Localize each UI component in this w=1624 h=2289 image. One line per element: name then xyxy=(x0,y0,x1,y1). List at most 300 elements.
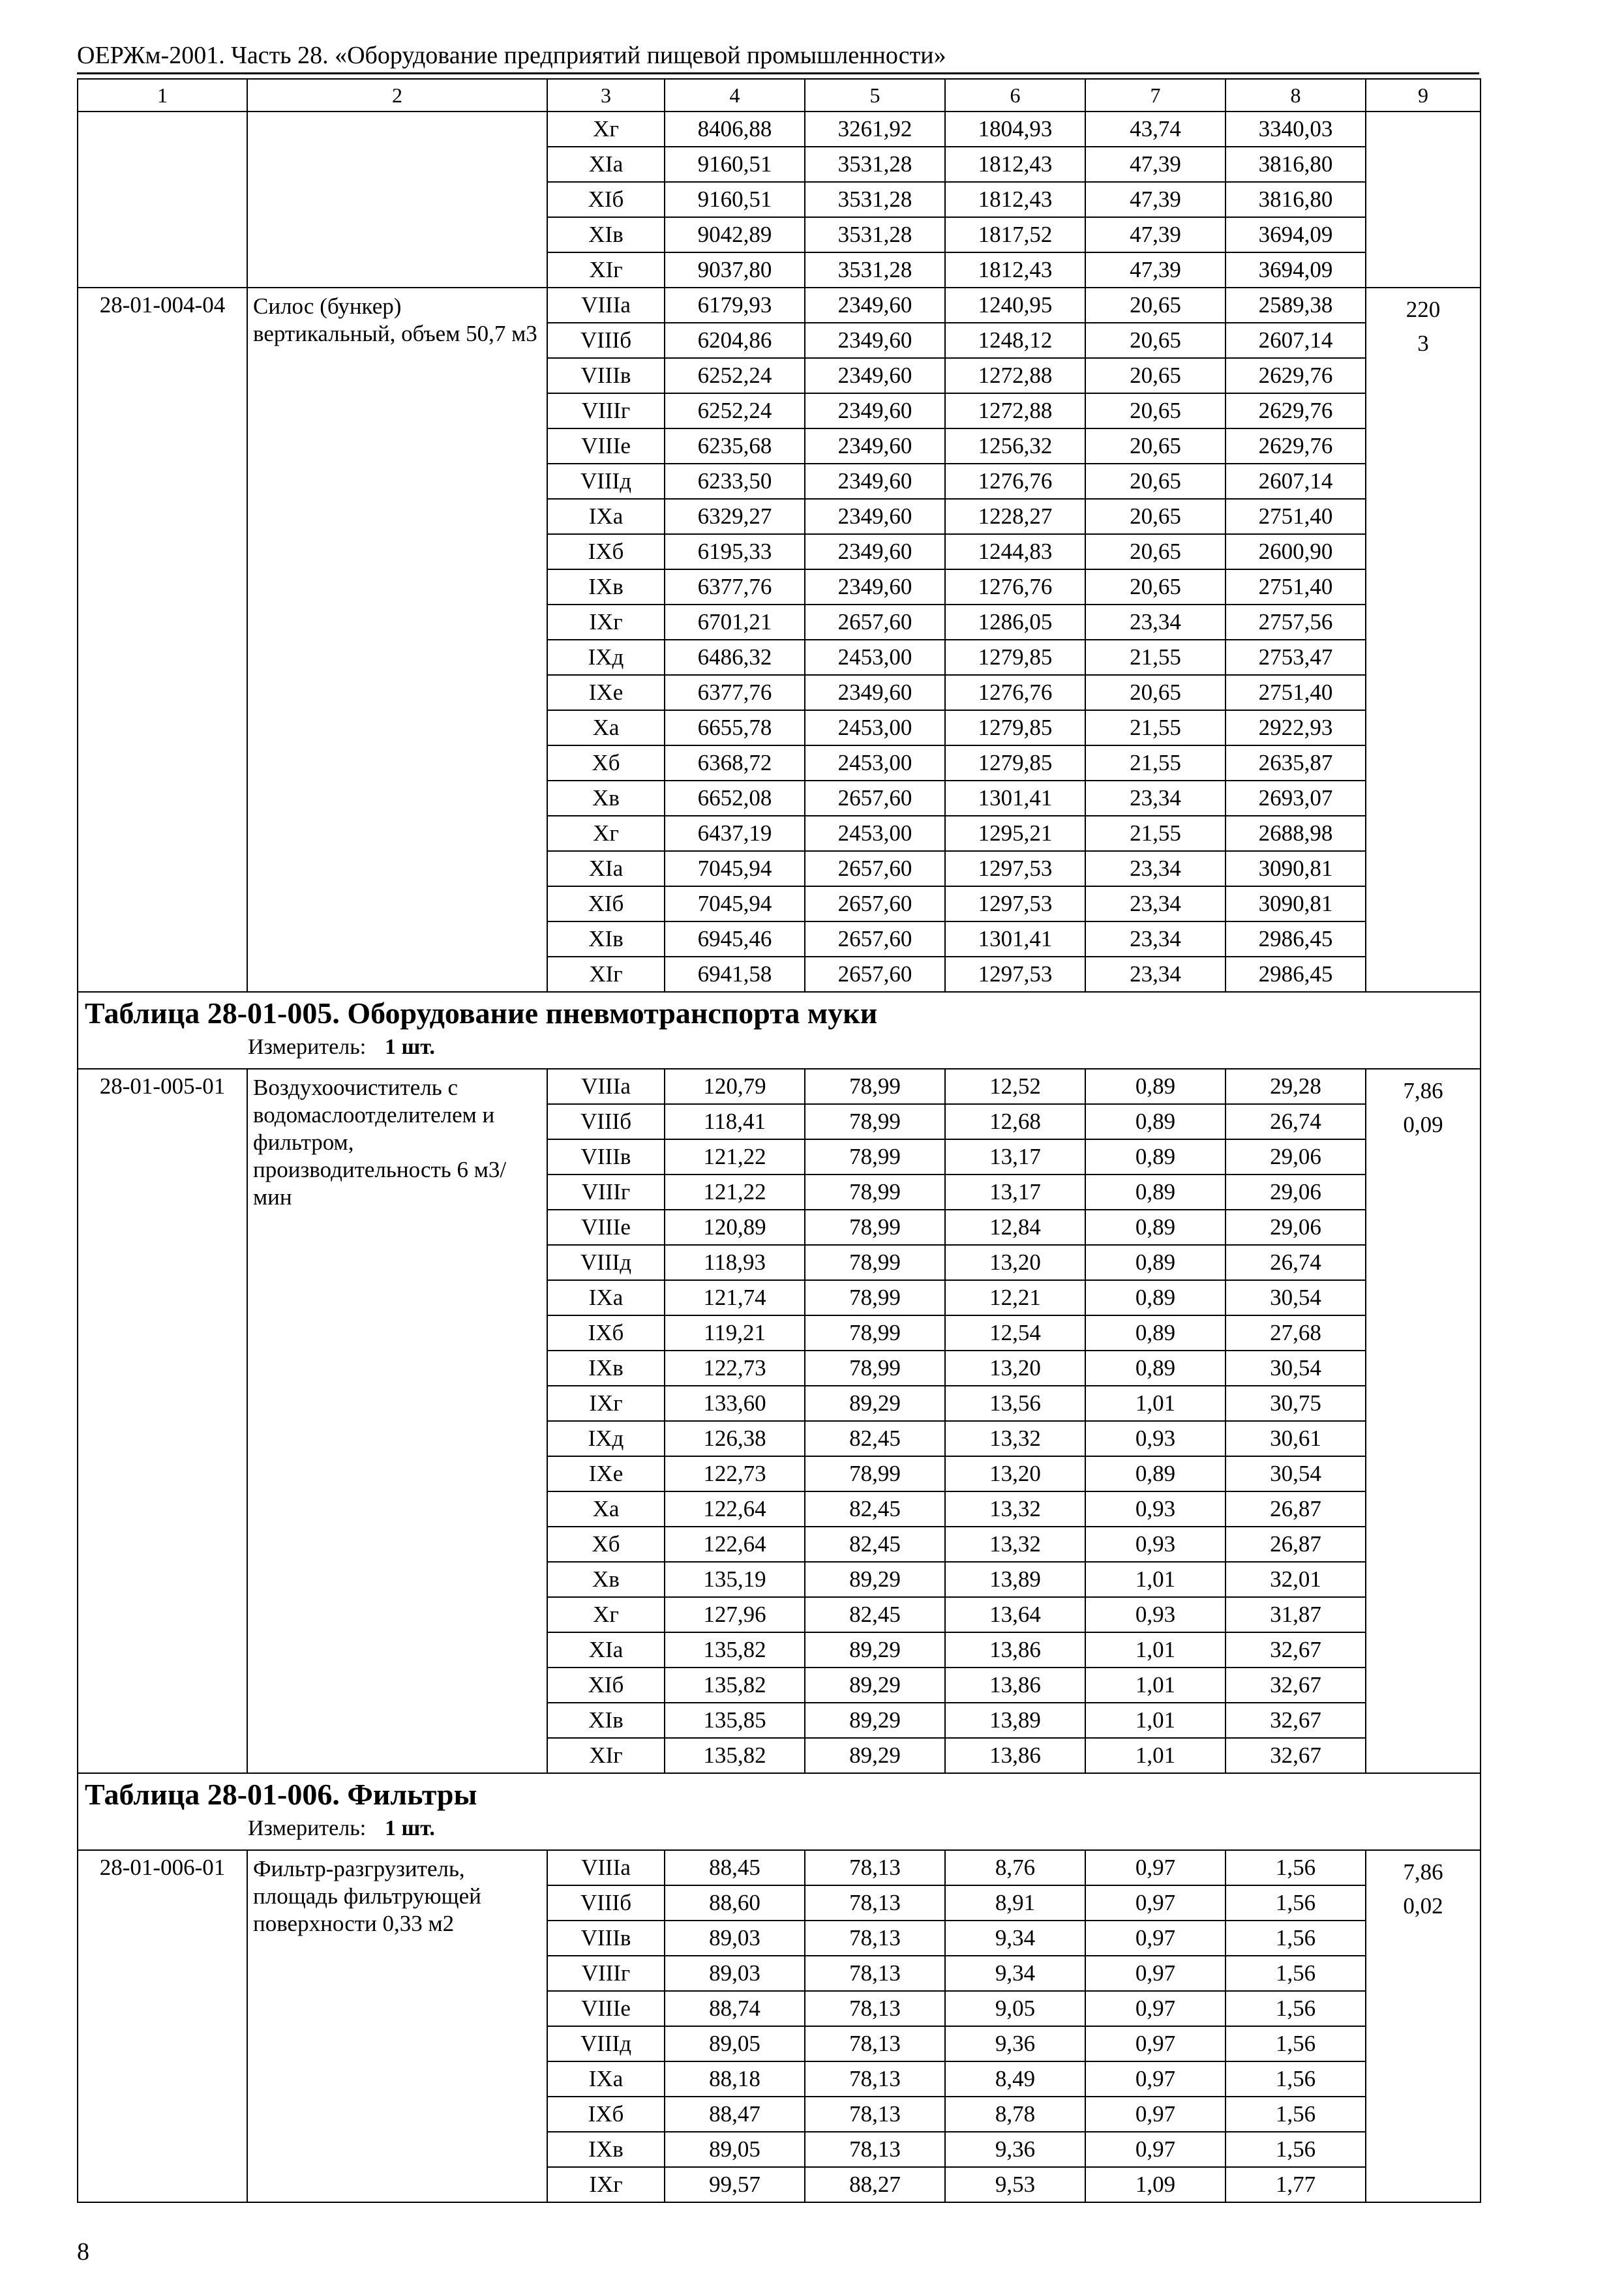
machine-cost: 1279,85 xyxy=(945,640,1085,675)
wages: 2657,60 xyxy=(805,957,945,992)
item-description: Силос (бункер) вертикальный, объем 50,7 м3 xyxy=(247,288,547,992)
machine-cost: 1272,88 xyxy=(945,393,1085,428)
total-cost: 120,89 xyxy=(665,1210,805,1245)
driver-wages: 47,39 xyxy=(1085,217,1226,252)
total-cost: 6437,19 xyxy=(665,816,805,851)
zone-code: VIIIв xyxy=(547,358,665,393)
total-cost: 6945,46 xyxy=(665,921,805,957)
table-row xyxy=(78,1069,1481,1104)
driver-wages: 23,34 xyxy=(1085,886,1226,921)
zone-code: IXа xyxy=(547,1280,665,1315)
total-cost: 6941,58 xyxy=(665,957,805,992)
materials-cost: 2922,93 xyxy=(1226,710,1366,745)
wages: 82,45 xyxy=(805,1491,945,1527)
machine-cost: 13,20 xyxy=(945,1245,1085,1280)
machine-cost: 13,64 xyxy=(945,1597,1085,1632)
driver-wages: 0,93 xyxy=(1085,1597,1226,1632)
machine-cost: 13,20 xyxy=(945,1351,1085,1386)
wages: 78,99 xyxy=(805,1210,945,1245)
zone-code: IXе xyxy=(547,675,665,710)
driver-wages: 1,01 xyxy=(1085,1703,1226,1738)
materials-cost: 2688,98 xyxy=(1226,816,1366,851)
item-description: Фильтр-разгрузитель, площадь фильтрующей поверхности 0,33 м2 xyxy=(247,1850,547,2202)
machine-cost: 13,32 xyxy=(945,1527,1085,1562)
zone-code: VIIIа xyxy=(547,288,665,323)
wages: 89,29 xyxy=(805,1703,945,1738)
materials-cost: 32,01 xyxy=(1226,1562,1366,1597)
labor-workers: 7,86 xyxy=(1403,1078,1443,1103)
labor-norms xyxy=(1366,112,1481,288)
driver-wages: 0,89 xyxy=(1085,1280,1226,1315)
zone-code: XIв xyxy=(547,217,665,252)
total-cost: 135,82 xyxy=(665,1738,805,1773)
section-title-row xyxy=(78,1773,1481,1850)
materials-cost: 2751,40 xyxy=(1226,569,1366,605)
wages: 2453,00 xyxy=(805,816,945,851)
wages: 78,99 xyxy=(805,1139,945,1174)
zone-code: Xг xyxy=(547,1597,665,1632)
wages: 2453,00 xyxy=(805,710,945,745)
materials-cost: 30,61 xyxy=(1226,1421,1366,1456)
materials-cost: 2635,87 xyxy=(1226,745,1366,781)
unit-value: 1 шт. xyxy=(385,1816,435,1840)
machine-cost: 13,32 xyxy=(945,1491,1085,1527)
driver-wages: 0,97 xyxy=(1085,1921,1226,1956)
materials-cost: 26,87 xyxy=(1226,1491,1366,1527)
total-cost: 88,74 xyxy=(665,1991,805,2026)
driver-wages: 21,55 xyxy=(1085,745,1226,781)
wages: 89,29 xyxy=(805,1632,945,1668)
driver-wages: 47,39 xyxy=(1085,182,1226,217)
wages: 89,29 xyxy=(805,1668,945,1703)
zone-code: VIIIг xyxy=(547,1174,665,1210)
machine-cost: 1244,83 xyxy=(945,534,1085,569)
zone-code: IXв xyxy=(547,1351,665,1386)
total-cost: 88,45 xyxy=(665,1850,805,1885)
machine-cost: 1276,76 xyxy=(945,675,1085,710)
wages: 78,13 xyxy=(805,1956,945,1991)
wages: 78,99 xyxy=(805,1245,945,1280)
wages: 89,29 xyxy=(805,1738,945,1773)
wages: 2349,60 xyxy=(805,534,945,569)
running-header: ОЕРЖм-2001. Часть 28. «Оборудование предприятий пищевой промышленности» xyxy=(77,42,946,69)
driver-wages: 0,97 xyxy=(1085,1956,1226,1991)
driver-wages: 1,01 xyxy=(1085,1386,1226,1421)
machine-cost: 13,89 xyxy=(945,1703,1085,1738)
wages: 3531,28 xyxy=(805,147,945,182)
wages: 78,13 xyxy=(805,1850,945,1885)
total-cost: 6195,33 xyxy=(665,534,805,569)
column-number: 1 xyxy=(78,79,247,112)
total-cost: 88,60 xyxy=(665,1885,805,1921)
machine-cost: 13,86 xyxy=(945,1632,1085,1668)
driver-wages: 20,65 xyxy=(1085,393,1226,428)
wages: 78,99 xyxy=(805,1174,945,1210)
total-cost: 9160,51 xyxy=(665,147,805,182)
wages: 2657,60 xyxy=(805,886,945,921)
machine-cost: 1804,93 xyxy=(945,112,1085,147)
materials-cost: 2629,76 xyxy=(1226,393,1366,428)
labor-drivers: 0,09 xyxy=(1403,1112,1443,1137)
materials-cost: 3694,09 xyxy=(1226,252,1366,288)
wages: 78,13 xyxy=(805,2061,945,2097)
materials-cost: 26,74 xyxy=(1226,1104,1366,1139)
total-cost: 135,82 xyxy=(665,1632,805,1668)
wages: 2349,60 xyxy=(805,675,945,710)
machine-cost: 13,32 xyxy=(945,1421,1085,1456)
item-code xyxy=(78,112,247,288)
labor-norms xyxy=(1366,1069,1481,1773)
machine-cost: 12,68 xyxy=(945,1104,1085,1139)
machine-cost: 1276,76 xyxy=(945,569,1085,605)
driver-wages: 0,89 xyxy=(1085,1104,1226,1139)
machine-cost: 12,84 xyxy=(945,1210,1085,1245)
wages: 89,29 xyxy=(805,1562,945,1597)
materials-cost: 2607,14 xyxy=(1226,464,1366,499)
zone-code: XIв xyxy=(547,1703,665,1738)
zone-code: XIа xyxy=(547,147,665,182)
driver-wages: 23,34 xyxy=(1085,851,1226,886)
materials-cost: 3694,09 xyxy=(1226,217,1366,252)
column-number: 3 xyxy=(547,79,665,112)
wages: 2453,00 xyxy=(805,745,945,781)
wages: 78,99 xyxy=(805,1069,945,1104)
item-description: Воздухоочиститель с водомаслоотделителем и фильтром, производительность 6 м3/мин xyxy=(247,1069,547,1773)
materials-cost: 2693,07 xyxy=(1226,781,1366,816)
zone-code: XIг xyxy=(547,252,665,288)
zone-code: IXг xyxy=(547,2167,665,2202)
total-cost: 135,19 xyxy=(665,1562,805,1597)
zone-code: XIг xyxy=(547,1738,665,1773)
machine-cost: 12,54 xyxy=(945,1315,1085,1351)
labor-drivers: 3 xyxy=(1417,331,1429,356)
zone-code: VIIIе xyxy=(547,1991,665,2026)
machine-cost: 1301,41 xyxy=(945,921,1085,957)
machine-cost: 8,49 xyxy=(945,2061,1085,2097)
machine-cost: 8,78 xyxy=(945,2097,1085,2132)
materials-cost: 1,77 xyxy=(1226,2167,1366,2202)
machine-cost: 1812,43 xyxy=(945,147,1085,182)
materials-cost: 32,67 xyxy=(1226,1632,1366,1668)
driver-wages: 23,34 xyxy=(1085,781,1226,816)
driver-wages: 0,93 xyxy=(1085,1527,1226,1562)
wages: 78,13 xyxy=(805,2097,945,2132)
total-cost: 6486,32 xyxy=(665,640,805,675)
table-title: Таблица 28-01-005. Оборудование пневмотранспорта муки xyxy=(85,996,878,1030)
materials-cost: 1,56 xyxy=(1226,2061,1366,2097)
materials-cost: 32,67 xyxy=(1226,1738,1366,1773)
driver-wages: 20,65 xyxy=(1085,288,1226,323)
driver-wages: 0,93 xyxy=(1085,1421,1226,1456)
zone-code: IXа xyxy=(547,2061,665,2097)
wages: 3261,92 xyxy=(805,112,945,147)
zone-code: IXд xyxy=(547,1421,665,1456)
zone-code: VIIIе xyxy=(547,1210,665,1245)
machine-cost: 1272,88 xyxy=(945,358,1085,393)
machine-cost: 1286,05 xyxy=(945,605,1085,640)
materials-cost: 1,56 xyxy=(1226,1885,1366,1921)
wages: 2349,60 xyxy=(805,288,945,323)
total-cost: 89,03 xyxy=(665,1956,805,1991)
wages: 2453,00 xyxy=(805,640,945,675)
driver-wages: 20,65 xyxy=(1085,675,1226,710)
column-number: 4 xyxy=(665,79,805,112)
zone-code: XIв xyxy=(547,921,665,957)
total-cost: 126,38 xyxy=(665,1421,805,1456)
machine-cost: 1301,41 xyxy=(945,781,1085,816)
driver-wages: 0,97 xyxy=(1085,1885,1226,1921)
total-cost: 6233,50 xyxy=(665,464,805,499)
header-rule xyxy=(77,72,1479,74)
materials-cost: 29,28 xyxy=(1226,1069,1366,1104)
total-cost: 133,60 xyxy=(665,1386,805,1421)
machine-cost: 12,21 xyxy=(945,1280,1085,1315)
zone-code: IXа xyxy=(547,499,665,534)
wages: 78,13 xyxy=(805,1921,945,1956)
section-title-cell xyxy=(78,1773,1481,1850)
page-number: 8 xyxy=(77,2238,89,2266)
zone-code: Xг xyxy=(547,112,665,147)
materials-cost: 1,56 xyxy=(1226,1921,1366,1956)
labor-norms xyxy=(1366,1850,1481,2202)
zone-code: IXг xyxy=(547,1386,665,1421)
machine-cost: 8,76 xyxy=(945,1850,1085,1885)
machine-cost: 9,53 xyxy=(945,2167,1085,2202)
driver-wages: 1,01 xyxy=(1085,1562,1226,1597)
driver-wages: 0,97 xyxy=(1085,2061,1226,2097)
machine-cost: 1276,76 xyxy=(945,464,1085,499)
materials-cost: 2986,45 xyxy=(1226,957,1366,992)
materials-cost: 2600,90 xyxy=(1226,534,1366,569)
machine-cost: 1297,53 xyxy=(945,851,1085,886)
materials-cost: 3090,81 xyxy=(1226,851,1366,886)
driver-wages: 0,89 xyxy=(1085,1210,1226,1245)
zone-code: IXб xyxy=(547,1315,665,1351)
total-cost: 6701,21 xyxy=(665,605,805,640)
unit-value: 1 шт. xyxy=(385,1035,435,1059)
materials-cost: 32,67 xyxy=(1226,1668,1366,1703)
wages: 2657,60 xyxy=(805,781,945,816)
machine-cost: 13,17 xyxy=(945,1139,1085,1174)
driver-wages: 47,39 xyxy=(1085,147,1226,182)
zone-code: XIа xyxy=(547,1632,665,1668)
driver-wages: 0,97 xyxy=(1085,2026,1226,2061)
total-cost: 89,03 xyxy=(665,1921,805,1956)
table-row xyxy=(78,288,1481,323)
unit-label: Измеритель: xyxy=(248,1035,367,1059)
zone-code: VIIIа xyxy=(547,1850,665,1885)
driver-wages: 1,01 xyxy=(1085,1632,1226,1668)
zone-code: IXб xyxy=(547,2097,665,2132)
zone-code: VIIIг xyxy=(547,393,665,428)
driver-wages: 0,89 xyxy=(1085,1245,1226,1280)
zone-code: VIIIе xyxy=(547,428,665,464)
zone-code: Xб xyxy=(547,745,665,781)
materials-cost: 1,56 xyxy=(1226,1850,1366,1885)
wages: 78,99 xyxy=(805,1351,945,1386)
wages: 2349,60 xyxy=(805,464,945,499)
driver-wages: 0,97 xyxy=(1085,1991,1226,2026)
zone-code: IXв xyxy=(547,2132,665,2167)
materials-cost: 30,75 xyxy=(1226,1386,1366,1421)
total-cost: 6235,68 xyxy=(665,428,805,464)
machine-cost: 1817,52 xyxy=(945,217,1085,252)
wages: 82,45 xyxy=(805,1421,945,1456)
total-cost: 118,93 xyxy=(665,1245,805,1280)
materials-cost: 31,87 xyxy=(1226,1597,1366,1632)
materials-cost: 2589,38 xyxy=(1226,288,1366,323)
driver-wages: 21,55 xyxy=(1085,710,1226,745)
materials-cost: 2753,47 xyxy=(1226,640,1366,675)
wages: 2657,60 xyxy=(805,605,945,640)
total-cost: 88,47 xyxy=(665,2097,805,2132)
materials-cost: 1,56 xyxy=(1226,2132,1366,2167)
zone-code: IXв xyxy=(547,569,665,605)
machine-cost: 1279,85 xyxy=(945,745,1085,781)
machine-cost: 13,86 xyxy=(945,1738,1085,1773)
driver-wages: 23,34 xyxy=(1085,921,1226,957)
zone-code: IXд xyxy=(547,640,665,675)
materials-cost: 29,06 xyxy=(1226,1139,1366,1174)
total-cost: 122,73 xyxy=(665,1351,805,1386)
wages: 2349,60 xyxy=(805,393,945,428)
wages: 78,99 xyxy=(805,1456,945,1491)
total-cost: 7045,94 xyxy=(665,886,805,921)
materials-cost: 1,56 xyxy=(1226,1991,1366,2026)
total-cost: 9037,80 xyxy=(665,252,805,288)
price-table xyxy=(77,78,1481,2203)
materials-cost: 2751,40 xyxy=(1226,499,1366,534)
driver-wages: 20,65 xyxy=(1085,358,1226,393)
driver-wages: 1,01 xyxy=(1085,1738,1226,1773)
item-description xyxy=(247,112,547,288)
wages: 89,29 xyxy=(805,1386,945,1421)
total-cost: 99,57 xyxy=(665,2167,805,2202)
wages: 2349,60 xyxy=(805,428,945,464)
machine-cost: 1228,27 xyxy=(945,499,1085,534)
wages: 2349,60 xyxy=(805,499,945,534)
labor-norms xyxy=(1366,288,1481,992)
driver-wages: 0,89 xyxy=(1085,1069,1226,1104)
section-title-cell xyxy=(78,992,1481,1069)
driver-wages: 20,65 xyxy=(1085,499,1226,534)
driver-wages: 20,65 xyxy=(1085,569,1226,605)
machine-cost: 1279,85 xyxy=(945,710,1085,745)
zone-code: Xб xyxy=(547,1527,665,1562)
driver-wages: 0,97 xyxy=(1085,2097,1226,2132)
zone-code: IXг xyxy=(547,605,665,640)
machine-cost: 9,05 xyxy=(945,1991,1085,2026)
machine-cost: 1248,12 xyxy=(945,323,1085,358)
total-cost: 127,96 xyxy=(665,1597,805,1632)
total-cost: 6652,08 xyxy=(665,781,805,816)
materials-cost: 1,56 xyxy=(1226,1956,1366,1991)
wages: 2349,60 xyxy=(805,569,945,605)
materials-cost: 2607,14 xyxy=(1226,323,1366,358)
total-cost: 6204,86 xyxy=(665,323,805,358)
machine-cost: 13,56 xyxy=(945,1386,1085,1421)
materials-cost: 26,87 xyxy=(1226,1527,1366,1562)
zone-code: Xв xyxy=(547,781,665,816)
driver-wages: 0,89 xyxy=(1085,1456,1226,1491)
unit-line xyxy=(85,1814,1473,1843)
column-number: 2 xyxy=(247,79,547,112)
wages: 78,13 xyxy=(805,1885,945,1921)
total-cost: 122,64 xyxy=(665,1527,805,1562)
total-cost: 6377,76 xyxy=(665,675,805,710)
zone-code: VIIIг xyxy=(547,1956,665,1991)
driver-wages: 0,89 xyxy=(1085,1315,1226,1351)
total-cost: 9160,51 xyxy=(665,182,805,217)
total-cost: 6252,24 xyxy=(665,393,805,428)
zone-code: VIIIд xyxy=(547,2026,665,2061)
zone-code: VIIIв xyxy=(547,1139,665,1174)
item-code: 28-01-004-04 xyxy=(78,288,247,992)
column-number: 7 xyxy=(1085,79,1226,112)
driver-wages: 20,65 xyxy=(1085,534,1226,569)
driver-wages: 20,65 xyxy=(1085,464,1226,499)
driver-wages: 43,74 xyxy=(1085,112,1226,147)
wages: 3531,28 xyxy=(805,217,945,252)
zone-code: XIг xyxy=(547,957,665,992)
table-row xyxy=(78,1850,1481,1885)
total-cost: 9042,89 xyxy=(665,217,805,252)
zone-code: VIIIб xyxy=(547,1104,665,1139)
column-number: 5 xyxy=(805,79,945,112)
materials-cost: 2629,76 xyxy=(1226,428,1366,464)
labor-drivers: 0,02 xyxy=(1403,1893,1443,1919)
driver-wages: 1,09 xyxy=(1085,2167,1226,2202)
wages: 2657,60 xyxy=(805,921,945,957)
zone-code: VIIIв xyxy=(547,1921,665,1956)
item-code: 28-01-005-01 xyxy=(78,1069,247,1773)
wages: 82,45 xyxy=(805,1597,945,1632)
wages: 2349,60 xyxy=(805,358,945,393)
materials-cost: 3340,03 xyxy=(1226,112,1366,147)
zone-code: IXе xyxy=(547,1456,665,1491)
zone-code: VIIIа xyxy=(547,1069,665,1104)
driver-wages: 23,34 xyxy=(1085,957,1226,992)
labor-workers: 220 xyxy=(1406,297,1441,322)
materials-cost: 2986,45 xyxy=(1226,921,1366,957)
zone-code: Xв xyxy=(547,1562,665,1597)
machine-cost: 1256,32 xyxy=(945,428,1085,464)
machine-cost: 1812,43 xyxy=(945,182,1085,217)
wages: 78,99 xyxy=(805,1315,945,1351)
materials-cost: 30,54 xyxy=(1226,1280,1366,1315)
driver-wages: 23,34 xyxy=(1085,605,1226,640)
zone-code: Xг xyxy=(547,816,665,851)
driver-wages: 47,39 xyxy=(1085,252,1226,288)
unit-line xyxy=(85,1033,1473,1062)
total-cost: 89,05 xyxy=(665,2026,805,2061)
wages: 88,27 xyxy=(805,2167,945,2202)
total-cost: 6368,72 xyxy=(665,745,805,781)
wages: 3531,28 xyxy=(805,252,945,288)
machine-cost: 13,17 xyxy=(945,1174,1085,1210)
machine-cost: 13,86 xyxy=(945,1668,1085,1703)
materials-cost: 29,06 xyxy=(1226,1174,1366,1210)
zone-code: VIIIд xyxy=(547,1245,665,1280)
wages: 2657,60 xyxy=(805,851,945,886)
driver-wages: 0,89 xyxy=(1085,1351,1226,1386)
total-cost: 7045,94 xyxy=(665,851,805,886)
table-row xyxy=(78,112,1481,147)
zone-code: XIб xyxy=(547,1668,665,1703)
section-title-row xyxy=(78,992,1481,1069)
materials-cost: 30,54 xyxy=(1226,1456,1366,1491)
table-title: Таблица 28-01-006. Фильтры xyxy=(85,1778,477,1811)
